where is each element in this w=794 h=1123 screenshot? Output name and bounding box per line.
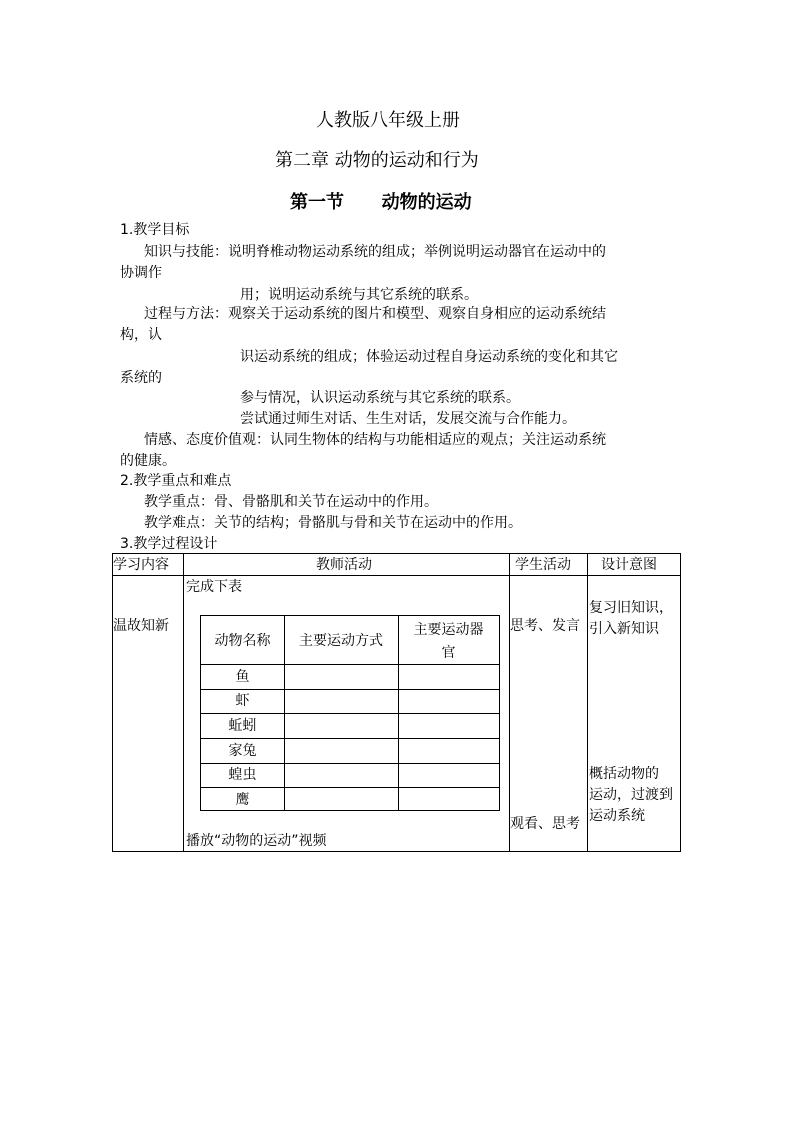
inner-row-divider-header [201, 664, 499, 665]
student-activity-2: 观看、思考 [510, 816, 580, 832]
process-line-1: 过程与方法：观察关于运动系统的图片和模型、观察自身相应的运动系统结 [144, 306, 606, 322]
col-divider-1 [183, 554, 184, 851]
animal-name: 鹰 [235, 792, 250, 808]
col-header-content: 学习内容 [113, 557, 169, 573]
inner-row-divider-3 [201, 738, 499, 739]
animal-name: 虾 [235, 693, 250, 709]
inner-header-organ-line-1: 主要运动器 [413, 622, 484, 638]
teaching-focus: 教学重点：骨、骨骼肌和关节在运动中的作用。 [144, 494, 438, 510]
intent-1-line-1: 复习旧知识， [589, 600, 673, 616]
inner-row-divider-4 [201, 763, 499, 764]
content-cell: 温故知新 [113, 618, 169, 634]
intent-2-line-2: 运动，过渡到 [589, 787, 673, 803]
edition-title: 人教版八年级上册 [316, 110, 460, 131]
emotion-line-1: 情感、态度价值观：认同生物体的结构与功能相适应的观点；关注运动系统 [144, 432, 606, 448]
intent-2-line-3: 运动系统 [589, 808, 645, 824]
chapter-title: 第二章 动物的运动和行为 [275, 150, 479, 171]
process-heading: 3.教学过程设计 [120, 536, 218, 552]
col-divider-3 [587, 554, 588, 851]
teacher-video: 播放“动物的运动”视频 [186, 833, 327, 849]
animal-name: 蚯蚓 [228, 718, 257, 734]
intent-2-line-1: 概括动物的 [589, 766, 659, 782]
inner-row-divider-1 [201, 689, 499, 690]
knowledge-line-1: 知识与技能：说明脊椎动物运动系统的组成；举例说明运动器官在运动中的 [144, 244, 606, 260]
process-line-4: 系统的 [120, 370, 162, 386]
student-activity-1: 思考、发言 [510, 618, 580, 634]
process-line-2: 构，认 [120, 327, 162, 343]
process-line-3: 识运动系统的组成；体验运动过程自身运动系统的变化和其它 [240, 349, 618, 365]
col-header-teacher: 教师活动 [316, 557, 372, 573]
inner-header-name: 动物名称 [214, 633, 271, 649]
objectives-heading: 1.教学目标 [120, 222, 190, 238]
inner-header-mode: 主要运动方式 [299, 633, 383, 649]
col-header-intent: 设计意图 [601, 557, 657, 573]
emotion-line-2: 的健康。 [120, 453, 176, 469]
animal-table [200, 615, 500, 811]
col-header-student: 学生活动 [515, 557, 571, 573]
teaching-difficulty: 教学难点：关节的结构；骨骼肌与骨和关节在运动中的作用。 [144, 515, 522, 531]
keypoints-heading: 2.教学重点和难点 [120, 473, 232, 489]
animal-name: 蝗虫 [228, 767, 257, 783]
section-title: 第一节 动物的运动 [290, 192, 472, 213]
animal-name: 家兔 [228, 743, 257, 759]
intent-1-line-2: 引入新知识 [589, 621, 659, 637]
inner-row-divider-2 [201, 713, 499, 714]
teacher-intro: 完成下表 [186, 579, 242, 595]
inner-header-organ-line-2: 官 [441, 645, 456, 661]
knowledge-line-3: 用；说明运动系统与其它系统的联系。 [240, 287, 478, 303]
knowledge-line-2: 协调作 [120, 265, 162, 281]
process-line-6: 尝试通过师生对话、生生对话，发展交流与合作能力。 [240, 411, 576, 427]
col-divider-2 [509, 554, 510, 851]
animal-name: 鱼 [235, 669, 250, 685]
header-divider [113, 575, 680, 576]
inner-row-divider-5 [201, 787, 499, 788]
process-line-5: 参与情况，认识运动系统与其它系统的联系。 [240, 390, 520, 406]
